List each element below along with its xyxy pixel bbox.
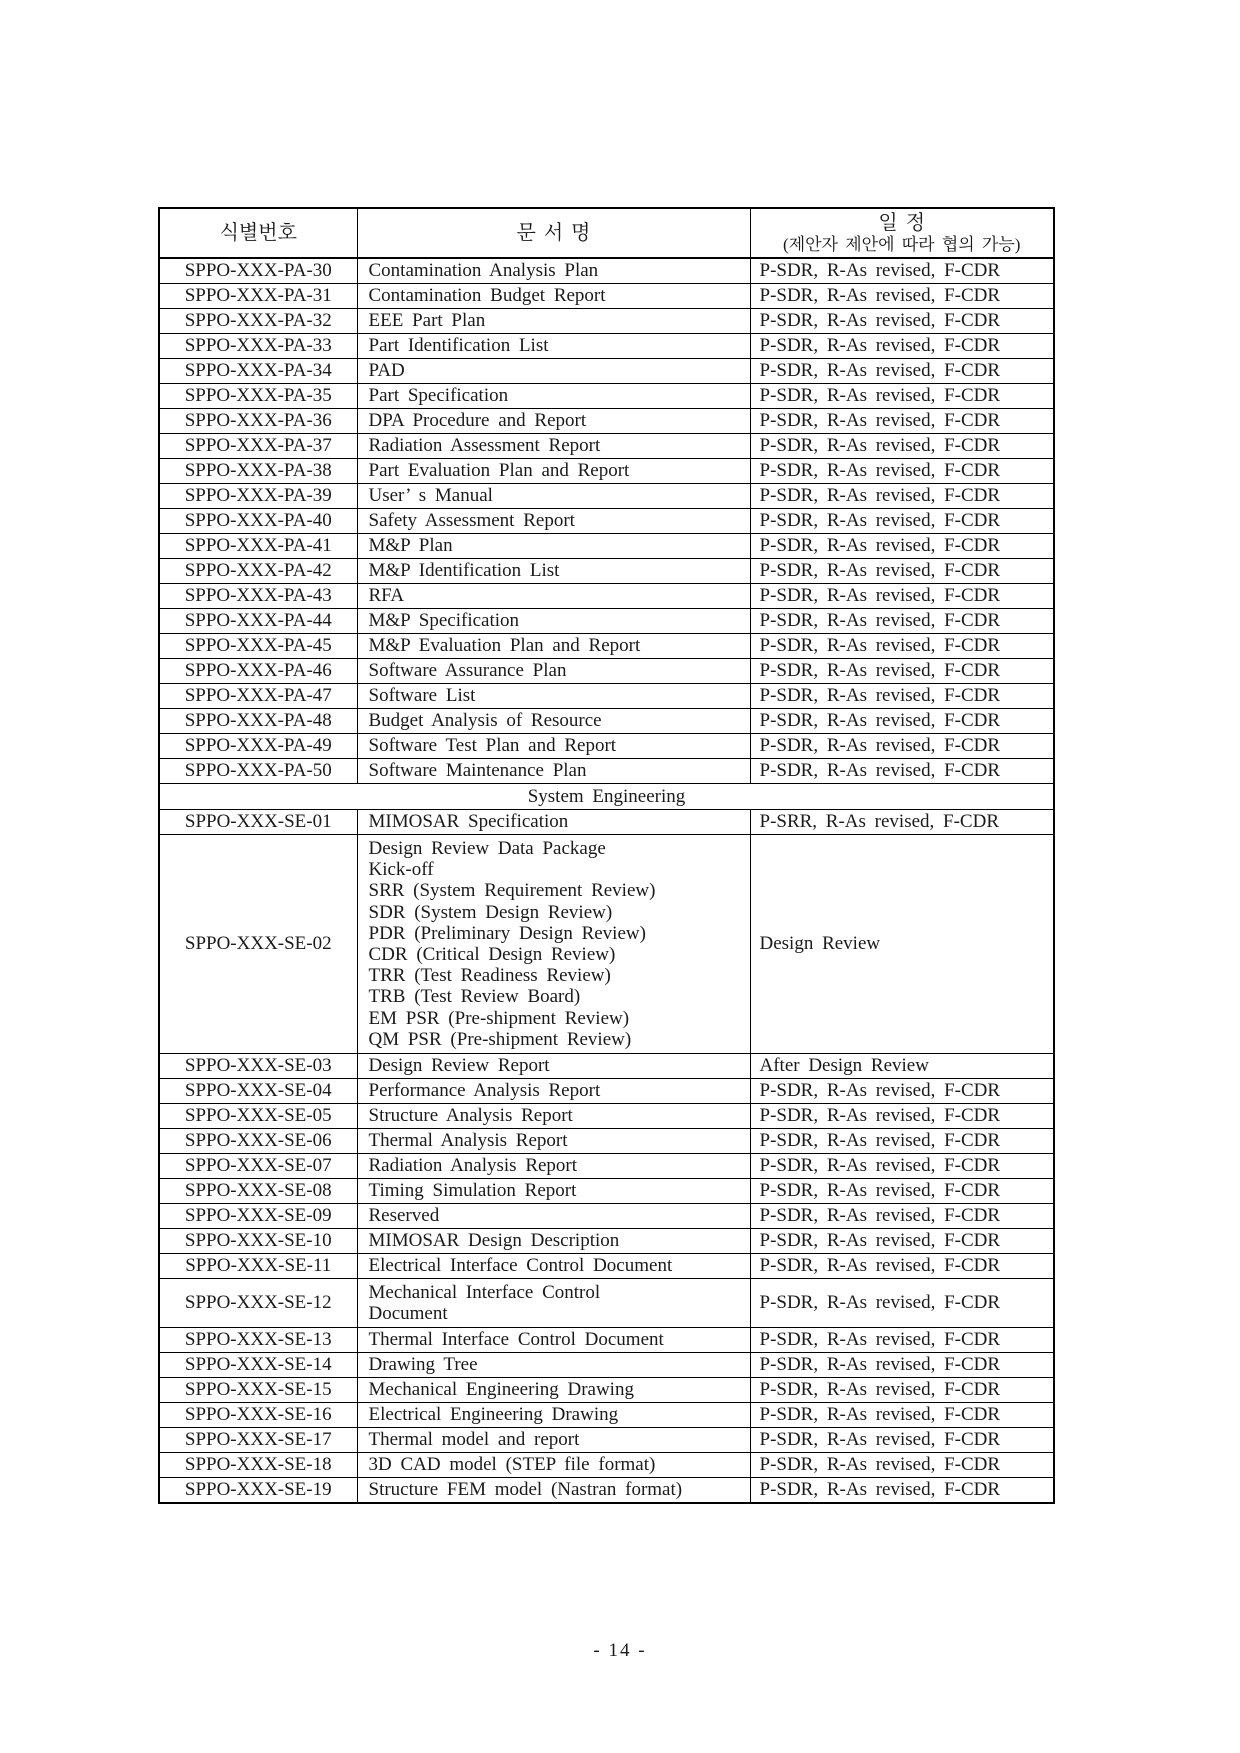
doc-name-cell bbox=[357, 509, 750, 534]
schedule-cell: P-SDR, R-As revised, F-CDR bbox=[750, 258, 1054, 284]
doc-name-cell bbox=[357, 1279, 750, 1328]
doc-name-line: PDR (Preliminary Design Review) bbox=[368, 922, 646, 944]
doc-name-cell bbox=[357, 434, 750, 459]
doc-name-cell bbox=[357, 634, 750, 659]
doc-name-line: Structure FEM model (Nastran format) bbox=[368, 1479, 683, 1501]
doc-name-line: Software Maintenance Plan bbox=[368, 760, 587, 781]
table-row bbox=[159, 509, 1054, 534]
schedule-cell: P-SDR, R-As revised, F-CDR bbox=[750, 1154, 1054, 1179]
schedule-cell: P-SDR, R-As revised, F-CDR bbox=[750, 1254, 1054, 1279]
schedule-cell: P-SDR, R-As revised, F-CDR bbox=[750, 359, 1054, 384]
schedule-cell: P-SDR, R-As revised, F-CDR bbox=[750, 1179, 1054, 1204]
schedule-cell: P-SDR, R-As revised, F-CDR bbox=[750, 609, 1054, 634]
doc-id-cell: SPPO-XXX-PA-35 bbox=[159, 384, 357, 409]
header-schedule-note: (제안자 제안에 따라 협의 가능) bbox=[783, 235, 1021, 254]
doc-name-line: TRB (Test Review Board) bbox=[368, 986, 581, 1008]
doc-name-line: MIMOSAR Specification bbox=[368, 811, 569, 832]
doc-id-cell: SPPO-XXX-PA-43 bbox=[159, 584, 357, 609]
doc-id-cell: SPPO-XXX-SE-13 bbox=[159, 1328, 357, 1353]
table-row bbox=[159, 1428, 1054, 1453]
doc-name-line: Drawing Tree bbox=[368, 1354, 478, 1376]
schedule-cell: After Design Review bbox=[750, 1054, 1054, 1079]
table-row bbox=[159, 835, 1054, 1054]
table-row bbox=[159, 1179, 1054, 1204]
table-row bbox=[159, 584, 1054, 609]
doc-name-cell bbox=[357, 734, 750, 759]
doc-name-line: Design Review Data Package bbox=[368, 838, 606, 859]
table-row bbox=[159, 659, 1054, 684]
doc-name-line: Document bbox=[368, 1303, 448, 1325]
schedule-cell: P-SRR, R-As revised, F-CDR bbox=[750, 810, 1054, 835]
table-row bbox=[159, 634, 1054, 659]
doc-name-line: Part Specification bbox=[368, 385, 509, 406]
doc-name-cell bbox=[357, 1179, 750, 1204]
doc-name-line: M&P Evaluation Plan and Report bbox=[368, 635, 641, 656]
schedule-cell: P-SDR, R-As revised, F-CDR bbox=[750, 534, 1054, 559]
doc-name-cell bbox=[357, 759, 750, 784]
doc-name-line: Part Identification List bbox=[368, 335, 549, 356]
doc-id-cell: SPPO-XXX-SE-04 bbox=[159, 1079, 357, 1104]
doc-name-cell bbox=[357, 1204, 750, 1229]
schedule-cell: P-SDR, R-As revised, F-CDR bbox=[750, 759, 1054, 784]
table-row bbox=[159, 1129, 1054, 1154]
page-number: - 14 - bbox=[593, 1640, 647, 1661]
table-row bbox=[159, 1403, 1054, 1428]
doc-id-cell: SPPO-XXX-PA-36 bbox=[159, 409, 357, 434]
doc-name-cell bbox=[357, 1353, 750, 1378]
schedule-cell: P-SDR, R-As revised, F-CDR bbox=[750, 484, 1054, 509]
doc-name-cell bbox=[357, 284, 750, 309]
doc-name-line: Safety Assessment Report bbox=[368, 510, 575, 531]
doc-name-cell bbox=[357, 359, 750, 384]
doc-name-line: Contamination Budget Report bbox=[368, 285, 606, 306]
doc-id-cell: SPPO-XXX-SE-17 bbox=[159, 1428, 357, 1453]
doc-id-cell: SPPO-XXX-SE-18 bbox=[159, 1453, 357, 1478]
doc-name-line: Thermal Analysis Report bbox=[368, 1130, 568, 1152]
schedule-cell: P-SDR, R-As revised, F-CDR bbox=[750, 334, 1054, 359]
section-row bbox=[159, 784, 1054, 810]
doc-name-cell bbox=[357, 1104, 750, 1129]
table-row bbox=[159, 459, 1054, 484]
schedule-cell: P-SDR, R-As revised, F-CDR bbox=[750, 284, 1054, 309]
doc-name-cell bbox=[357, 835, 750, 1054]
table-row bbox=[159, 359, 1054, 384]
doc-id-cell: SPPO-XXX-SE-03 bbox=[159, 1054, 357, 1079]
schedule-cell: P-SDR, R-As revised, F-CDR bbox=[750, 1204, 1054, 1229]
table-row bbox=[159, 559, 1054, 584]
table-row bbox=[159, 334, 1054, 359]
table-row bbox=[159, 1478, 1054, 1504]
doc-name-cell bbox=[357, 1328, 750, 1353]
table-row bbox=[159, 1104, 1054, 1129]
doc-name-cell bbox=[357, 684, 750, 709]
doc-name-cell bbox=[357, 1403, 750, 1428]
table-row bbox=[159, 734, 1054, 759]
table-header bbox=[159, 208, 1054, 258]
doc-name-line: Timing Simulation Report bbox=[368, 1180, 577, 1202]
doc-id-cell: SPPO-XXX-PA-46 bbox=[159, 659, 357, 684]
schedule-cell: P-SDR, R-As revised, F-CDR bbox=[750, 384, 1054, 409]
doc-name-cell bbox=[357, 1129, 750, 1154]
doc-name-line: Reserved bbox=[368, 1205, 440, 1227]
schedule-cell: P-SDR, R-As revised, F-CDR bbox=[750, 459, 1054, 484]
schedule-cell: P-SDR, R-As revised, F-CDR bbox=[750, 1478, 1054, 1504]
doc-name-cell bbox=[357, 1428, 750, 1453]
table-row bbox=[159, 1079, 1054, 1104]
doc-name-cell bbox=[357, 334, 750, 359]
doc-id-cell: SPPO-XXX-PA-45 bbox=[159, 634, 357, 659]
header-doc-label: 문 서 명 bbox=[516, 222, 591, 244]
schedule-cell: P-SDR, R-As revised, F-CDR bbox=[750, 709, 1054, 734]
doc-id-cell: SPPO-XXX-SE-09 bbox=[159, 1204, 357, 1229]
table-body bbox=[159, 258, 1054, 1503]
doc-name-line: Mechanical Engineering Drawing bbox=[368, 1379, 634, 1401]
schedule-cell: P-SDR, R-As revised, F-CDR bbox=[750, 1129, 1054, 1154]
doc-name-cell bbox=[357, 584, 750, 609]
table-row bbox=[159, 709, 1054, 734]
doc-name-line: TRR (Test Readiness Review) bbox=[368, 965, 611, 987]
doc-id-cell: SPPO-XXX-PA-40 bbox=[159, 509, 357, 534]
doc-name-line: QM PSR (Pre-shipment Review) bbox=[368, 1028, 632, 1050]
doc-name-line: Radiation Assessment Report bbox=[368, 435, 601, 456]
doc-id-cell: SPPO-XXX-SE-07 bbox=[159, 1154, 357, 1179]
doc-id-cell: SPPO-XXX-PA-49 bbox=[159, 734, 357, 759]
table-row bbox=[159, 1254, 1054, 1279]
doc-name-line: MIMOSAR Design Description bbox=[368, 1230, 620, 1252]
doc-name-cell bbox=[357, 459, 750, 484]
schedule-cell: P-SDR, R-As revised, F-CDR bbox=[750, 1279, 1054, 1328]
doc-id-cell: SPPO-XXX-SE-15 bbox=[159, 1378, 357, 1403]
table-row bbox=[159, 284, 1054, 309]
table-row bbox=[159, 309, 1054, 334]
doc-id-cell: SPPO-XXX-PA-50 bbox=[159, 759, 357, 784]
table-row bbox=[159, 434, 1054, 459]
doc-name-line: Thermal Interface Control Document bbox=[368, 1329, 664, 1351]
table-row bbox=[159, 1229, 1054, 1254]
doc-id-cell: SPPO-XXX-PA-31 bbox=[159, 284, 357, 309]
schedule-cell: P-SDR, R-As revised, F-CDR bbox=[750, 1428, 1054, 1453]
doc-id-cell: SPPO-XXX-PA-42 bbox=[159, 559, 357, 584]
doc-name-line: Kick-off bbox=[368, 859, 434, 881]
table-row bbox=[159, 1353, 1054, 1378]
doc-name-cell bbox=[357, 1154, 750, 1179]
doc-name-cell bbox=[357, 1378, 750, 1403]
doc-id-cell: SPPO-XXX-SE-08 bbox=[159, 1179, 357, 1204]
header-id-column bbox=[159, 208, 357, 258]
doc-name-line: Performance Analysis Report bbox=[368, 1080, 601, 1102]
doc-name-line: DPA Procedure and Report bbox=[368, 410, 587, 431]
doc-name-cell bbox=[357, 1054, 750, 1079]
schedule-cell: P-SDR, R-As revised, F-CDR bbox=[750, 734, 1054, 759]
table-row bbox=[159, 409, 1054, 434]
schedule-cell: P-SDR, R-As revised, F-CDR bbox=[750, 684, 1054, 709]
doc-id-cell: SPPO-XXX-PA-32 bbox=[159, 309, 357, 334]
table-header-row bbox=[159, 208, 1054, 258]
table-row bbox=[159, 1453, 1054, 1478]
schedule-cell: P-SDR, R-As revised, F-CDR bbox=[750, 1403, 1054, 1428]
doc-name-line: Electrical Interface Control Document bbox=[368, 1255, 673, 1277]
schedule-cell: P-SDR, R-As revised, F-CDR bbox=[750, 1229, 1054, 1254]
doc-id-cell: SPPO-XXX-PA-41 bbox=[159, 534, 357, 559]
doc-id-cell: SPPO-XXX-SE-11 bbox=[159, 1254, 357, 1279]
schedule-cell: P-SDR, R-As revised, F-CDR bbox=[750, 659, 1054, 684]
header-schedule-label: 일 정 bbox=[878, 212, 926, 234]
doc-id-cell: SPPO-XXX-SE-05 bbox=[159, 1104, 357, 1129]
doc-name-line: RFA bbox=[368, 585, 405, 606]
header-schedule-column bbox=[750, 208, 1054, 258]
doc-name-line: Structure Analysis Report bbox=[368, 1105, 573, 1127]
table-row bbox=[159, 1378, 1054, 1403]
doc-id-cell: SPPO-XXX-SE-12 bbox=[159, 1279, 357, 1328]
schedule-cell: P-SDR, R-As revised, F-CDR bbox=[750, 1453, 1054, 1478]
doc-name-line: M&P Specification bbox=[368, 610, 520, 631]
table-row bbox=[159, 1328, 1054, 1353]
table-row bbox=[159, 684, 1054, 709]
schedule-cell: P-SDR, R-As revised, F-CDR bbox=[750, 509, 1054, 534]
table-row bbox=[159, 609, 1054, 634]
table-row bbox=[159, 384, 1054, 409]
doc-name-line: Thermal model and report bbox=[368, 1429, 580, 1451]
doc-name-cell bbox=[357, 559, 750, 584]
doc-name-cell bbox=[357, 609, 750, 634]
doc-name-line: User’ s Manual bbox=[368, 485, 493, 506]
doc-id-cell: SPPO-XXX-PA-47 bbox=[159, 684, 357, 709]
header-doc-column bbox=[357, 208, 750, 258]
table-row bbox=[159, 484, 1054, 509]
doc-id-cell: SPPO-XXX-SE-06 bbox=[159, 1129, 357, 1154]
doc-name-cell bbox=[357, 258, 750, 284]
section-label: System Engineering bbox=[159, 784, 1054, 810]
header-id-label: 식별번호 bbox=[219, 222, 297, 244]
doc-id-cell: SPPO-XXX-PA-30 bbox=[159, 258, 357, 284]
table-row bbox=[159, 1204, 1054, 1229]
table-row bbox=[159, 534, 1054, 559]
doc-name-line: Software List bbox=[368, 685, 476, 706]
table-row bbox=[159, 810, 1054, 835]
doc-name-cell bbox=[357, 384, 750, 409]
table-row bbox=[159, 1154, 1054, 1179]
doc-name-cell bbox=[357, 534, 750, 559]
doc-name-cell bbox=[357, 659, 750, 684]
doc-id-cell: SPPO-XXX-SE-10 bbox=[159, 1229, 357, 1254]
doc-name-line: Design Review Report bbox=[368, 1055, 550, 1077]
schedule-cell: P-SDR, R-As revised, F-CDR bbox=[750, 584, 1054, 609]
table-row bbox=[159, 1054, 1054, 1079]
schedule-cell: P-SDR, R-As revised, F-CDR bbox=[750, 1079, 1054, 1104]
schedule-cell: P-SDR, R-As revised, F-CDR bbox=[750, 434, 1054, 459]
doc-id-cell: SPPO-XXX-PA-34 bbox=[159, 359, 357, 384]
doc-name-cell bbox=[357, 484, 750, 509]
doc-name-line: M&P Plan bbox=[368, 535, 453, 556]
doc-id-cell: SPPO-XXX-PA-44 bbox=[159, 609, 357, 634]
doc-name-line: EEE Part Plan bbox=[368, 310, 486, 331]
doc-name-cell bbox=[357, 709, 750, 734]
schedule-cell: P-SDR, R-As revised, F-CDR bbox=[750, 309, 1054, 334]
doc-id-cell: SPPO-XXX-SE-01 bbox=[159, 810, 357, 835]
doc-name-line: CDR (Critical Design Review) bbox=[368, 944, 616, 966]
table-row bbox=[159, 1279, 1054, 1328]
doc-name-cell bbox=[357, 1079, 750, 1104]
doc-id-cell: SPPO-XXX-PA-48 bbox=[159, 709, 357, 734]
doc-name-line: Mechanical Interface Control bbox=[368, 1282, 601, 1304]
schedule-cell: P-SDR, R-As revised, F-CDR bbox=[750, 1353, 1054, 1378]
doc-name-cell bbox=[357, 309, 750, 334]
doc-name-line: Electrical Engineering Drawing bbox=[368, 1404, 619, 1426]
doc-name-line: Part Evaluation Plan and Report bbox=[368, 460, 630, 481]
doc-id-cell: SPPO-XXX-PA-39 bbox=[159, 484, 357, 509]
schedule-cell: P-SDR, R-As revised, F-CDR bbox=[750, 1328, 1054, 1353]
doc-name-line: Budget Analysis of Resource bbox=[368, 710, 602, 731]
schedule-cell: Design Review bbox=[750, 835, 1054, 1054]
doc-id-cell: SPPO-XXX-SE-16 bbox=[159, 1403, 357, 1428]
schedule-cell: P-SDR, R-As revised, F-CDR bbox=[750, 559, 1054, 584]
doc-name-cell bbox=[357, 409, 750, 434]
doc-name-line: PAD bbox=[368, 360, 405, 381]
doc-name-cell bbox=[357, 1254, 750, 1279]
schedule-cell: P-SDR, R-As revised, F-CDR bbox=[750, 409, 1054, 434]
doc-name-cell bbox=[357, 1478, 750, 1504]
schedule-cell: P-SDR, R-As revised, F-CDR bbox=[750, 634, 1054, 659]
doc-id-cell: SPPO-XXX-PA-37 bbox=[159, 434, 357, 459]
table-row bbox=[159, 759, 1054, 784]
doc-name-line: M&P Identification List bbox=[368, 560, 560, 581]
schedule-cell: P-SDR, R-As revised, F-CDR bbox=[750, 1104, 1054, 1129]
schedule-cell: P-SDR, R-As revised, F-CDR bbox=[750, 1378, 1054, 1403]
doc-id-cell: SPPO-XXX-SE-02 bbox=[159, 835, 357, 1054]
deliverable-document-table bbox=[158, 207, 1055, 1504]
doc-name-line: Software Test Plan and Report bbox=[368, 735, 617, 756]
doc-name-line: SDR (System Design Review) bbox=[368, 901, 613, 923]
doc-name-line: SRR (System Requirement Review) bbox=[368, 880, 656, 902]
table-row bbox=[159, 258, 1054, 284]
doc-name-line: Contamination Analysis Plan bbox=[368, 260, 599, 281]
doc-id-cell: SPPO-XXX-SE-19 bbox=[159, 1478, 357, 1504]
doc-name-cell bbox=[357, 810, 750, 835]
doc-id-cell: SPPO-XXX-PA-33 bbox=[159, 334, 357, 359]
doc-id-cell: SPPO-XXX-SE-14 bbox=[159, 1353, 357, 1378]
doc-name-line: Software Assurance Plan bbox=[368, 660, 567, 681]
doc-id-cell: SPPO-XXX-PA-38 bbox=[159, 459, 357, 484]
doc-name-cell bbox=[357, 1229, 750, 1254]
doc-name-line: 3D CAD model (STEP file format) bbox=[368, 1454, 656, 1476]
doc-name-line: Radiation Analysis Report bbox=[368, 1155, 578, 1177]
doc-name-line: EM PSR (Pre-shipment Review) bbox=[368, 1007, 630, 1029]
doc-name-cell bbox=[357, 1453, 750, 1478]
